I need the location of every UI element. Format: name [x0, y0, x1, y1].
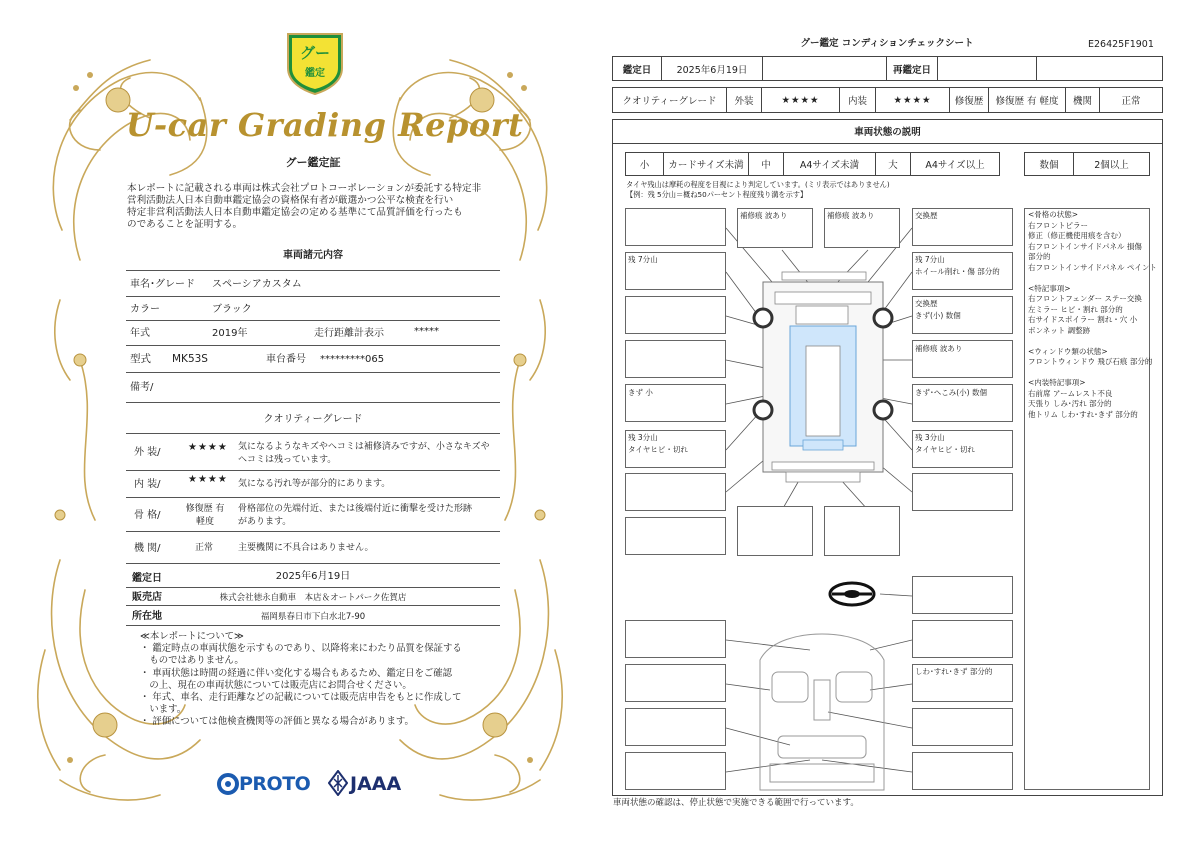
divider	[126, 402, 500, 403]
mileage-label: 走行距離計表示	[314, 328, 384, 339]
size-large-desc: A4サイズ以上	[910, 152, 1000, 176]
notes-text: <骨格の状態> 右フロントピラー 修正（修正機使用痕を含む） 右フロントインサイドパネル 損傷 部分的 右フロントインサイドパネル ペイント <特記事項> 右フロントフェンダー ステー交換 左ミラー ヒビ・割れ 部分的 右サイドスポイラー 割れ・穴 小 ボンネット 調整跡 <ウィンドウ類の状態> フロントウィンドウ 飛び石痕 部分的 <内装特記事項> 右前席 アームレスト不良 天張り しみ･汚れ 部分的 他トリム しわ･すれ･きず 部分的	[1028, 210, 1157, 419]
quality-frame-label: 骨 格/	[134, 510, 161, 521]
diagram-box	[912, 576, 1013, 614]
address-value: 福岡県春日市下白水北7-90	[260, 612, 366, 622]
remarks-label: 備考/	[130, 382, 154, 393]
label-left-tire-front: 残 7分山	[628, 255, 658, 264]
quality-frame-desc: 骨格部位の先端付近、または後端付近に衝撃を受けた形跡 があります。	[238, 504, 473, 527]
certificate-body: 本レポートに記載される車両は株式会社プロトコーポレーションが委託する特定非 営利活動法人日本自動車鑑定協会の資格保有者が厳選かつ公平な検査を行い 特定非営利活動法人日本自動車鑑定協会の定める基準にて品質評価を行ったも のであることを証明する。	[127, 183, 482, 230]
size-small-desc: カードサイズ未満	[663, 152, 749, 176]
quality-engine-value: 正常	[195, 543, 214, 553]
count-label: 数個	[1024, 152, 1074, 176]
divider	[126, 605, 500, 606]
sheet-footer: 車両状態の確認は、停止状態で実施できる範囲で行っています。	[613, 798, 859, 808]
divider	[126, 531, 500, 532]
size-mid-desc: A4サイズ未満	[783, 152, 876, 176]
report-notes: ≪本レポートについて≫ ・ 鑑定時点の車両状態を示すものであり、以降将来にわたり品質を保証する ものではありません。 ・ 車両状態は時間の経過に伴い変化する場合もあるため、鑑定日をご確認 の上、現在の車両状態については販売店にお問合せください。 ・ 年式、車名、走行距離などの記載については販売店申告をもとに作成して います。 ・ 評価については他検査機関等の評価と異なる場合があります。	[140, 631, 462, 728]
divider	[126, 625, 500, 626]
quality-interior-stars: ★★★★	[188, 474, 228, 485]
label-interior-right: しわ･すれ･きず 部分的	[915, 667, 993, 676]
quality-exterior-label: 外 装/	[134, 447, 161, 458]
divider	[126, 587, 500, 588]
quality-title: クオリティーグレード	[263, 414, 363, 425]
divider	[126, 497, 500, 498]
diagram-box	[912, 620, 1013, 658]
sheet-engine-value: 正常	[1099, 87, 1163, 113]
diagram-box	[737, 506, 813, 556]
sheet-reappraisal-label: 再鑑定日	[886, 56, 938, 81]
diagram-box	[625, 620, 726, 658]
dealer-value: 株式会社徳永自動車 本店＆オートパーク佐賀店	[219, 593, 407, 603]
jaaa-logo-icon	[328, 770, 348, 796]
address-label: 所在地	[132, 611, 162, 622]
sheet-repair-label: 修復歴	[949, 87, 989, 113]
chassis-label: 車台番号	[266, 354, 306, 365]
sheet-engine-label: 機関	[1065, 87, 1100, 113]
diagram-box	[912, 473, 1013, 511]
sheet-interior-value: ★★★★	[875, 87, 950, 113]
chassis-value: *********065	[320, 354, 385, 365]
sheet-quality-label: クオリティーグレード	[612, 87, 727, 113]
year-label: 年式	[130, 328, 150, 339]
name-label: 車名･グレード	[130, 279, 195, 290]
diagram-box	[625, 664, 726, 702]
diagram-box	[625, 340, 726, 378]
divider	[126, 372, 500, 373]
divider	[126, 470, 500, 471]
year-value: 2019年	[212, 328, 248, 339]
divider	[126, 296, 500, 297]
diagram-box	[912, 752, 1013, 790]
diagram-box	[912, 708, 1013, 746]
count-desc: 2個以上	[1073, 152, 1150, 176]
quality-frame-value: 修復歴 有 軽度	[185, 504, 225, 527]
model-value: MK53S	[172, 353, 208, 365]
sheet-exterior-value: ★★★★	[761, 87, 840, 113]
label-left-scratch: きず 小	[628, 388, 653, 397]
size-small-label: 小	[625, 152, 664, 176]
size-large-label: 大	[875, 152, 911, 176]
divider	[126, 320, 500, 321]
jaaa-logo-text: JAAA	[350, 773, 402, 795]
label-top-mid1: 補修痕 波あり	[740, 211, 788, 220]
condition-check-sheet	[600, 0, 1200, 848]
diagram-box	[625, 708, 726, 746]
label-right-tire-rear: 残 3分山 タイヤヒビ・切れ	[915, 433, 975, 454]
diagram-box	[625, 473, 726, 511]
divider	[126, 270, 500, 271]
sheet-doc-id: E26425F1901	[1088, 39, 1154, 50]
svg-text:グー: グー	[299, 44, 331, 62]
sheet-exterior-label: 外装	[726, 87, 762, 113]
proto-logo-icon	[216, 772, 240, 796]
size-mid-label: 中	[748, 152, 784, 176]
label-top-mid2: 補修痕 波あり	[827, 211, 875, 220]
divider	[126, 433, 500, 434]
diagram-box	[824, 506, 900, 556]
appraisal-date-value: 2025年6月19日	[275, 571, 351, 582]
proto-logo-text: PROTO	[239, 773, 311, 795]
name-value: スペーシアカスタム	[212, 279, 302, 290]
quality-engine-label: 機 関/	[134, 543, 161, 554]
specs-title: 車両諸元内容	[283, 250, 343, 261]
certificate-title: グー鑑定証	[285, 156, 341, 169]
diagram-box	[625, 296, 726, 334]
sheet-date-value: 2025年6月19日	[661, 56, 763, 81]
appraisal-date-label: 鑑定日	[132, 573, 162, 584]
diagram-box	[625, 517, 726, 555]
mileage-value: *****	[414, 326, 439, 337]
quality-interior-desc: 気になる汚れ等が部分的にあります。	[238, 479, 391, 489]
condition-title: 車両状態の説明	[612, 119, 1163, 144]
diagram-box	[625, 208, 726, 246]
tire-note: タイヤ残山は摩耗の程度を目視により判定しています。(ミリ表示ではありません) 【例：残 5分山＝概ね50パーセント程度残り溝を示す】	[626, 180, 890, 199]
goo-kantei-badge-icon	[284, 30, 346, 96]
quality-exterior-desc: 気になるようなキズやヘコミは補修済みですが、小さなキズや ヘコミは残っています。	[238, 442, 490, 465]
sheet-interior-label: 内装	[839, 87, 876, 113]
label-right-mid2: 補修痕 波あり	[915, 344, 963, 353]
color-value: ブラック	[212, 304, 252, 315]
dealer-label: 販売店	[132, 592, 162, 603]
sheet-repair-value: 修復歴 有 軽度	[988, 87, 1066, 113]
label-left-tire-rear: 残 3分山 タイヤヒビ・切れ	[628, 433, 688, 454]
svg-text:鑑定: 鑑定	[305, 68, 325, 79]
label-top-right: 交換歴	[915, 211, 938, 220]
color-label: カラー	[130, 304, 160, 315]
quality-exterior-stars: ★★★★	[188, 442, 228, 453]
quality-interior-label: 内 装/	[134, 479, 161, 490]
model-label: 型式	[130, 353, 151, 365]
report-script-title: U-car Grading Report	[126, 106, 524, 144]
label-right-tire-front: 残 7分山 ホイール削れ・傷 部分的	[915, 255, 1000, 276]
label-right-mid1: 交換歴 きず(小) 数個	[915, 299, 961, 320]
divider	[126, 563, 500, 564]
quality-engine-desc: 主要機関に不具合はありません。	[238, 543, 374, 553]
sheet-date-label: 鑑定日	[612, 56, 662, 81]
divider	[126, 345, 500, 346]
sheet-title: グー鑑定 コンディションチェックシート	[800, 38, 974, 49]
label-right-dent: きず･へこみ(小) 数個	[915, 388, 987, 397]
diagram-box	[625, 752, 726, 790]
